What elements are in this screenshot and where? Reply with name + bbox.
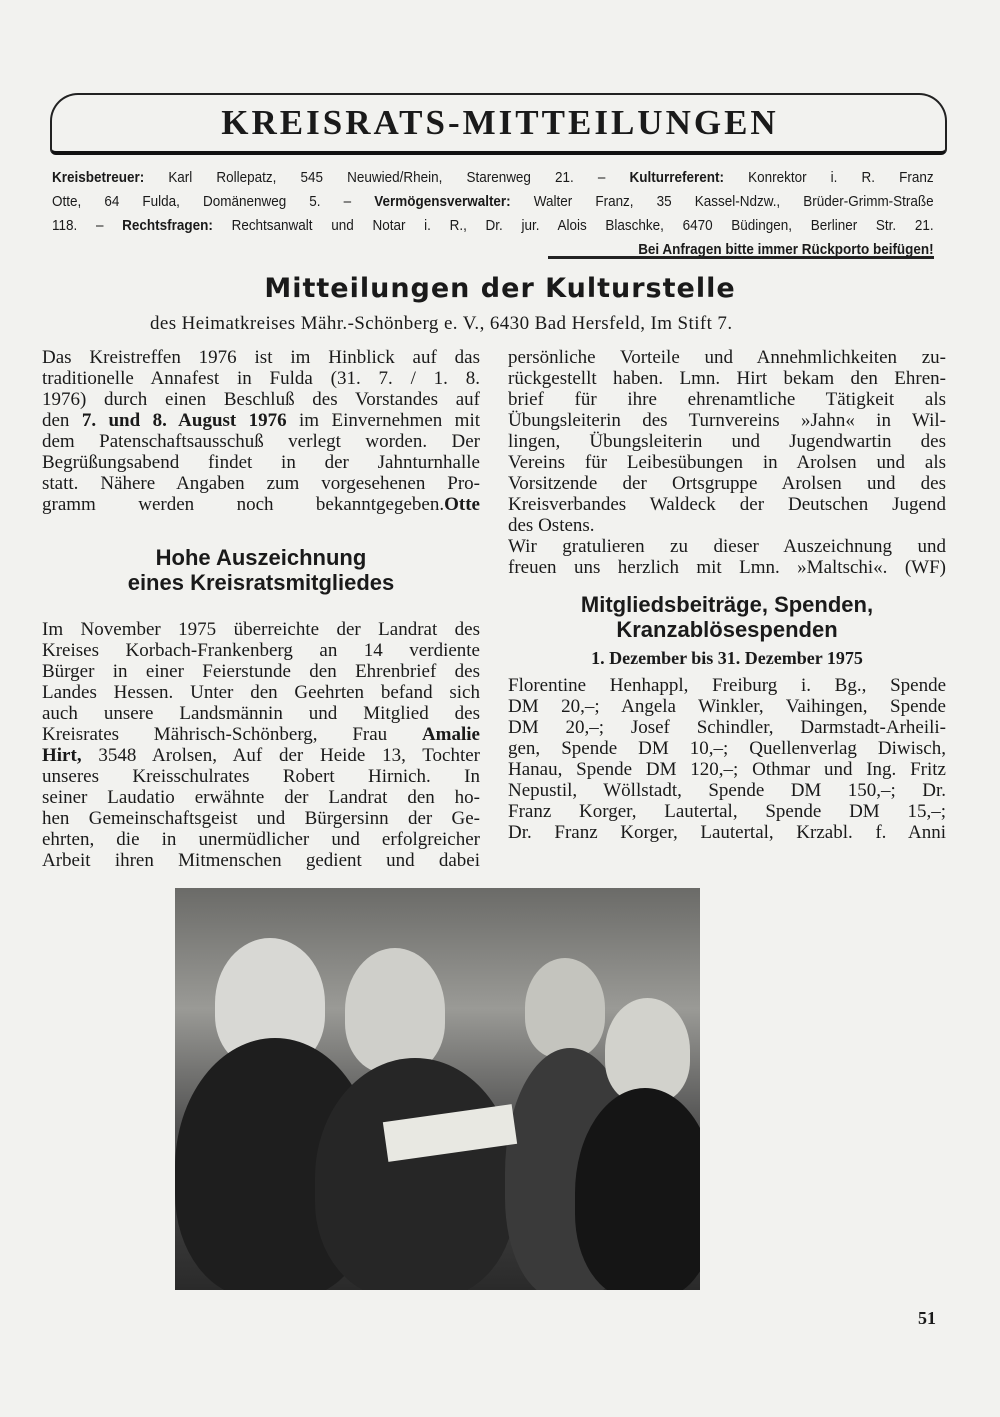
divider <box>548 256 934 259</box>
text-line: hen Gemeinschaftsgeist und Bürgersinn der Ge- <box>42 808 480 829</box>
text-line: Im November 1975 überreichte der Landrat des <box>42 619 480 640</box>
left-column <box>42 347 480 871</box>
text: gramm werden noch bekanntgegeben. <box>42 494 445 515</box>
text-line: Kreisverbandes Waldeck der Deutschen Jugend <box>508 494 946 515</box>
congratulation-paragraph <box>508 536 946 578</box>
text: Rechtsanwalt und Notar i. R., Dr. jur. Alois Blaschke, 6470 Büdingen, Berliner Str. 21. <box>212 218 934 234</box>
text: im Einvernehmen mit <box>286 410 481 431</box>
text-line: Hanau, Spende DM 120,–; Othmar und Ing. Fritz <box>508 759 946 780</box>
heading-line: Hohe Auszeichnung <box>155 545 367 570</box>
text-line: Nepustil, Wöllstadt, Spende DM 150,–; Dr. <box>508 780 946 801</box>
donations-list <box>508 675 946 843</box>
text: Otte, 64 Fulda, Domänenweg 5. – <box>52 194 375 210</box>
heading-line: Kranzablösespenden <box>616 617 838 642</box>
text-line: ehrten, die in unermüdlicher und erfolgreicher <box>42 829 480 850</box>
section-title: Mitteilungen der Kulturstelle <box>264 273 736 304</box>
text-line: Dr. Franz Korger, Lautertal, Krzabl. f. Anni <box>508 822 946 843</box>
text: Konrektor i. R. Franz <box>723 170 934 186</box>
text-line: DM 20,–; Angela Winkler, Vaihingen, Spende <box>508 696 946 717</box>
award-photo <box>175 888 700 1290</box>
text-line: Kreises Korbach-Frankenberg an 14 verdiente <box>42 640 480 661</box>
text-line: unseres Kreisschulrates Robert Hirnich. In <box>42 766 480 787</box>
text-line: 1976) durch einen Beschluß des Vorstandes auf <box>42 389 480 410</box>
text-line: dem Patenschaftsausschuß verlegt worden. Der <box>42 431 480 452</box>
text-line: Begrüßungsabend findet in der Jahnturnhalle <box>42 452 480 473</box>
bold-text: Hirt, <box>42 745 82 766</box>
text-line <box>42 494 480 515</box>
text-line: Übungsleiterin des Turnvereins »Jahn« in Wil- <box>508 410 946 431</box>
text-line: DM 20,–; Josef Schindler, Darmstadt-Arheili- <box>508 717 946 738</box>
text-line: Vorsitzende der Ortsgruppe Arolsen und des <box>508 473 946 494</box>
text-line: auch unsere Landsmännin und Mitglied des <box>42 703 480 724</box>
award-continued-paragraph <box>508 347 946 536</box>
heading-line: eines Kreisratsmitgliedes <box>127 570 395 595</box>
text-line: Vereins für Leibesübungen in Arolsen und als <box>508 452 946 473</box>
heading-line: Mitgliedsbeiträge, Spenden, <box>580 592 874 617</box>
page-title: KREISRATS-MITTEILUNGEN <box>221 103 779 142</box>
text-line: rückgestellt haben. Lmn. Hirt bekam den Ehren- <box>508 368 946 389</box>
bold-text: Kreisbetreuer: <box>52 170 145 186</box>
right-column <box>508 347 946 843</box>
award-paragraph <box>42 619 480 871</box>
section-subtitle: des Heimatkreises Mähr.-Schönberg e. V., 6430 Bad Hersfeld, Im Stift 7. <box>150 313 733 334</box>
text-line: lingen, Übungsleiterin und Jugendwartin des <box>508 431 946 452</box>
text-line: Landes Hessen. Unter den Geehrten befand sich <box>42 682 480 703</box>
text-line: brief für ihre ehrenamtliche Tätigkeit als <box>508 389 946 410</box>
text-line: Franz Korger, Lautertal, Spende DM 15,–; <box>508 801 946 822</box>
text: den <box>42 410 82 431</box>
text: Karl Rollepatz, 545 Neuwied/Rhein, Starenweg 21. – <box>144 170 630 186</box>
donations-heading <box>508 592 946 642</box>
article-heading <box>42 545 480 595</box>
text-line: Bürger in einer Feierstunde den Ehrenbrief des <box>42 661 480 682</box>
bold-text: Vermögensverwalter: <box>374 194 511 210</box>
contact-info <box>52 166 934 262</box>
text-line <box>52 166 934 190</box>
donations-period: 1. Dezember bis 31. Dezember 1975 <box>591 648 863 668</box>
text-line: freuen uns herzlich mit Lmn. »Maltschi«. (WF) <box>508 557 946 578</box>
bold-text: Kulturreferent: <box>629 170 724 186</box>
bold-text: Amalie <box>421 724 480 745</box>
kreistreffen-paragraph <box>42 347 480 515</box>
bold-text: 7. und 8. August 1976 <box>81 410 287 431</box>
page-number: 51 <box>918 1308 936 1328</box>
text-line: Das Kreistreffen 1976 ist im Hinblick auf das <box>42 347 480 368</box>
text-line: des Ostens. <box>508 515 595 536</box>
text-line <box>52 190 934 214</box>
text-line: seiner Laudatio erwähnte der Landrat den ho- <box>42 787 480 808</box>
text-line: persönliche Vorteile und Annehmlichkeiten zu- <box>508 347 946 368</box>
text-line: gen, Spende DM 10,–; Quellenverlag Diwisch, <box>508 738 946 759</box>
text-line <box>42 724 480 745</box>
text: Kreisrates Mährisch-Schönberg, Frau <box>42 724 422 745</box>
bold-text: Otte <box>444 494 480 515</box>
text-line: traditionelle Annafest in Fulda (31. 7. / 1. 8. <box>42 368 480 389</box>
text-line <box>42 745 480 766</box>
text: 3548 Arolsen, Auf der Heide 13, Tochter <box>81 745 480 766</box>
text-line <box>42 410 480 431</box>
text-line: Arbeit ihren Mitmenschen gedient und dabei <box>42 850 480 871</box>
bold-text: Rechtsfragen: <box>122 218 213 234</box>
text: Walter Franz, 35 Kassel-Ndzw., Brüder-Grimm-Straße <box>510 194 934 210</box>
text-line <box>52 214 934 238</box>
text: 118. – <box>52 218 123 234</box>
text-line: statt. Nähere Angaben zum vorgesehenen Pro- <box>42 473 480 494</box>
return-postage-notice: Bei Anfragen bitte immer Rückporto beifügen! <box>638 242 934 258</box>
text-line: Florentine Henhappl, Freiburg i. Bg., Spende <box>508 675 946 696</box>
text-line: Wir gratulieren zu dieser Auszeichnung und <box>508 536 946 557</box>
